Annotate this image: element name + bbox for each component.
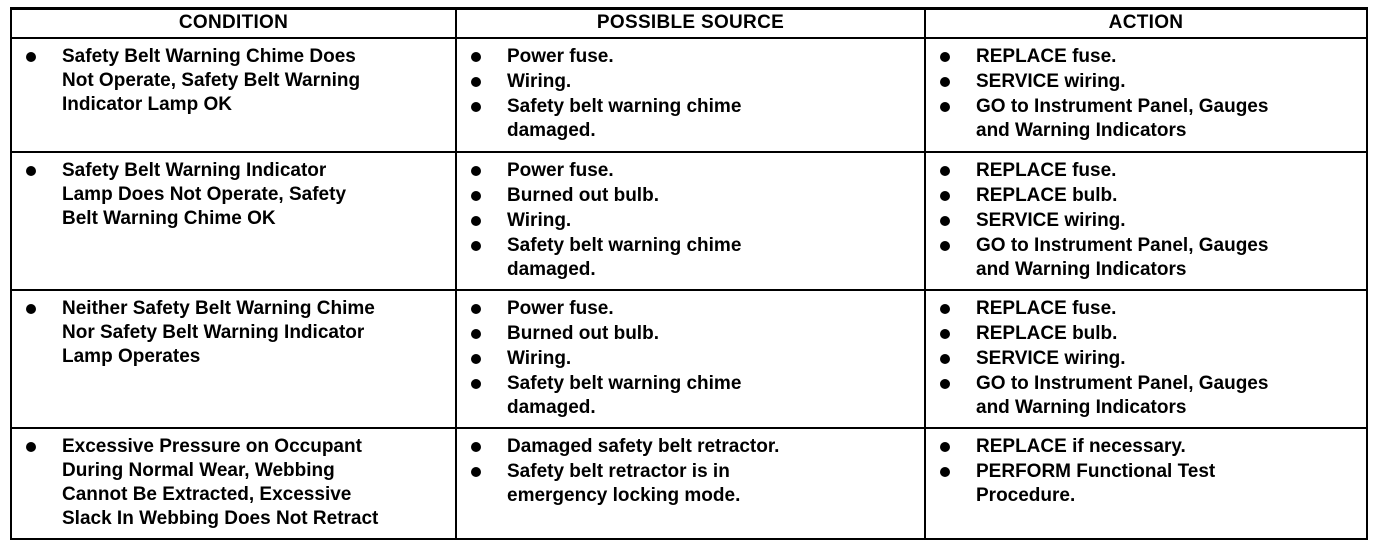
source-item [463,460,918,508]
bullet-icon [471,354,481,364]
source-item [463,234,918,282]
action-item-text: GO to Instrument Panel, Gauges and Warning Indicators [976,234,1269,280]
source-item [463,322,918,346]
action-cell-list [926,153,1366,285]
bullet-icon [940,191,950,201]
action-item [932,209,1360,233]
action-item [932,70,1360,94]
bullet-icon [940,216,950,226]
column-header-possible-source: POSSIBLE SOURCE [456,9,925,38]
bullet-icon [471,241,481,251]
bullet-icon [26,442,36,452]
action-item [932,234,1360,282]
action-item-text: SERVICE wiring. [976,209,1126,231]
source-item-text: Safety belt warning chime damaged. [507,372,742,418]
condition-cell [11,152,456,290]
source-item [463,297,918,321]
bullet-icon [940,241,950,251]
bullet-icon [26,166,36,176]
source-item [463,159,918,183]
source-item [463,372,918,420]
bullet-icon [940,52,950,62]
action-item-text: GO to Instrument Panel, Gauges and Warning Indicators [976,372,1269,418]
action-item [932,159,1360,183]
source-item-text: Burned out bulb. [507,184,659,206]
condition-item [18,159,449,231]
possible-source-cell [456,152,925,290]
source-item-text: Power fuse. [507,159,614,181]
action-item-text: SERVICE wiring. [976,70,1126,92]
bullet-icon [471,379,481,389]
bullet-icon [471,304,481,314]
source-item [463,45,918,69]
action-item-text: REPLACE fuse. [976,159,1117,181]
condition-item-text: Neither Safety Belt Warning Chime Nor Safety Belt Warning Indicator Lamp Operates [62,297,375,367]
bullet-icon [471,77,481,87]
source-item [463,347,918,371]
bullet-icon [471,166,481,176]
condition-cell-list [12,153,455,234]
action-item [932,372,1360,420]
action-item-text: REPLACE fuse. [976,45,1117,67]
source-item-text: Burned out bulb. [507,322,659,344]
source-item [463,70,918,94]
source-item-text: Safety belt retractor is in emergency locking mode. [507,460,741,506]
bullet-icon [940,354,950,364]
condition-item-text: Excessive Pressure on Occupant During Normal Wear, Webbing Cannot Be Extracted, Excessive Slack In Webbing Does Not Retract [62,435,379,529]
action-item-text: GO to Instrument Panel, Gauges and Warning Indicators [976,95,1269,141]
condition-cell-list [12,291,455,372]
column-header-condition: CONDITION [11,9,456,38]
condition-cell [11,290,456,428]
bullet-icon [471,329,481,339]
source-item-text: Power fuse. [507,297,614,319]
action-cell [925,290,1367,428]
condition-item [18,435,449,531]
table-row [11,428,1367,539]
possible-source-cell-list [457,429,924,511]
action-item [932,95,1360,143]
bullet-icon [940,467,950,477]
action-item [932,297,1360,321]
condition-cell-list [12,39,455,120]
action-item [932,435,1360,459]
source-item-text: Safety belt warning chime damaged. [507,234,742,280]
bullet-icon [471,191,481,201]
source-item-text: Wiring. [507,347,572,369]
bullet-icon [471,467,481,477]
action-item-text: SERVICE wiring. [976,347,1126,369]
source-item [463,435,918,459]
action-cell [925,38,1367,152]
diagnosis-table [10,7,1368,540]
action-item [932,45,1360,69]
action-item-text: REPLACE bulb. [976,184,1118,206]
action-cell-list [926,39,1366,146]
condition-cell [11,428,456,539]
bullet-icon [940,166,950,176]
source-item-text: Wiring. [507,70,572,92]
action-item [932,347,1360,371]
bullet-icon [471,102,481,112]
source-item-text: Damaged safety belt retractor. [507,435,780,457]
action-cell [925,428,1367,539]
action-item [932,184,1360,208]
condition-item-text: Safety Belt Warning Chime Does Not Operate, Safety Belt Warning Indicator Lamp OK [62,45,361,115]
condition-item-text: Safety Belt Warning Indicator Lamp Does Not Operate, Safety Belt Warning Chime OK [62,159,347,229]
action-item-text: PERFORM Functional Test Procedure. [976,460,1216,506]
bullet-icon [471,442,481,452]
possible-source-cell [456,38,925,152]
action-item [932,322,1360,346]
action-item [932,460,1360,508]
source-item-text: Safety belt warning chime damaged. [507,95,742,141]
possible-source-cell-list [457,153,924,285]
bullet-icon [940,304,950,314]
source-item [463,209,918,233]
bullet-icon [26,52,36,62]
column-header-action: ACTION [925,9,1367,38]
possible-source-cell-list [457,291,924,423]
possible-source-cell [456,290,925,428]
bullet-icon [940,379,950,389]
condition-item [18,45,449,117]
action-cell-list [926,429,1366,511]
table-row [11,38,1367,152]
table-row [11,290,1367,428]
bullet-icon [940,329,950,339]
table-header-row [11,9,1367,38]
bullet-icon [940,442,950,452]
bullet-icon [471,216,481,226]
source-item [463,95,918,143]
bullet-icon [940,77,950,87]
source-item-text: Wiring. [507,209,572,231]
source-item-text: Power fuse. [507,45,614,67]
source-item [463,184,918,208]
condition-cell [11,38,456,152]
bullet-icon [26,304,36,314]
action-item-text: REPLACE if necessary. [976,435,1186,457]
action-cell [925,152,1367,290]
table-row [11,152,1367,290]
condition-cell-list [12,429,455,534]
bullet-icon [940,102,950,112]
possible-source-cell-list [457,39,924,146]
bullet-icon [471,52,481,62]
action-item-text: REPLACE bulb. [976,322,1118,344]
condition-item [18,297,449,369]
action-cell-list [926,291,1366,423]
diagnosis-table-sheet [10,7,1366,539]
possible-source-cell [456,428,925,539]
action-item-text: REPLACE fuse. [976,297,1117,319]
